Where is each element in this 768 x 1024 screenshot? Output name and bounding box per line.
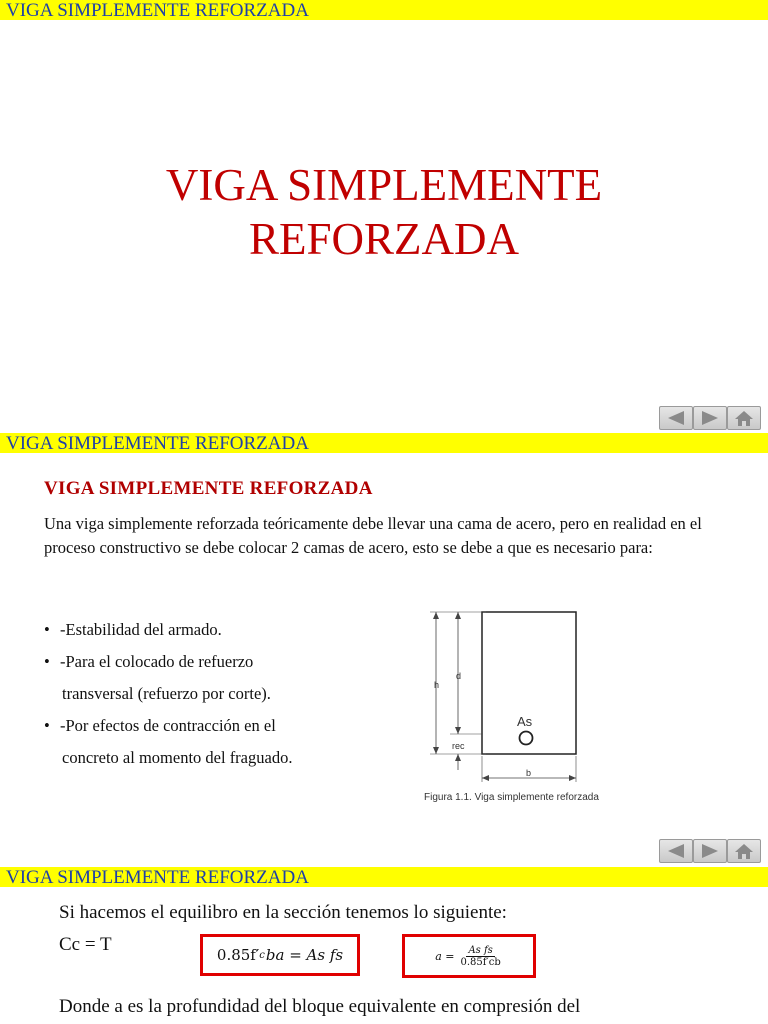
slide-header: VIGA SIMPLEMENTE REFORZADA	[0, 433, 768, 453]
slide-navigation	[659, 406, 761, 430]
prev-button[interactable]	[659, 839, 693, 863]
label-h: h	[434, 680, 440, 690]
title-line-1: VIGA SIMPLEMENTE	[165, 160, 603, 210]
slide-1	[0, 0, 768, 432]
next-button[interactable]	[693, 839, 727, 863]
title-line-2: REFORZADA	[248, 214, 520, 264]
slide-navigation	[659, 839, 761, 863]
prev-button[interactable]	[659, 406, 693, 430]
list-item: • -Para el colocado de refuerzo transversal (refuerzo por corte).	[44, 646, 374, 710]
arrow-left-icon	[665, 843, 687, 859]
arrow-left-icon	[665, 410, 687, 426]
equation-cc-t: Cc = T	[59, 934, 112, 955]
label-as: As	[517, 714, 533, 729]
bullet-list	[44, 614, 374, 774]
label-b: b	[526, 768, 532, 778]
slide-header: VIGA SIMPLEMENTE REFORZADA	[0, 0, 768, 20]
equation-box-force: 0.85f′ c ba = As fs	[200, 934, 360, 976]
home-button[interactable]	[727, 839, 761, 863]
list-item: • -Por efectos de contracción en el concreto al momento del fraguado.	[44, 710, 374, 774]
label-d: d	[456, 671, 462, 681]
next-button[interactable]	[693, 406, 727, 430]
arrow-right-icon	[699, 843, 721, 859]
arrow-right-icon	[699, 410, 721, 426]
home-button[interactable]	[727, 406, 761, 430]
equation-box-depth: a = $\frac{\text{As fs}}{0.85f'cb}$	[402, 934, 536, 978]
label-rec: rec	[452, 741, 465, 751]
fraction: $\frac{\text{As fs}}{0.85f'cb}$	[460, 944, 501, 968]
definition-text: Donde a es la profundidad del bloque equivalente en compresión del	[59, 996, 581, 1017]
beam-section-figure	[410, 604, 610, 790]
slide-header: VIGA SIMPLEMENTE REFORZADA	[0, 867, 768, 887]
figure-caption: Figura 1.1. Viga simplemente reforzada	[424, 792, 599, 803]
home-icon	[733, 409, 755, 427]
slide-title	[0, 158, 768, 266]
section-heading: VIGA SIMPLEMENTE REFORZADA	[44, 478, 373, 499]
home-icon	[733, 842, 755, 860]
list-item: • -Estabilidad del armado.	[44, 614, 374, 646]
equilibrium-text: Si hacemos el equilibro en la sección tenemos lo siguiente:	[59, 902, 507, 923]
intro-paragraph: Una viga simplemente reforzada teóricamente debe llevar una cama de acero, pero en realidad en el proceso constructivo se debe colocar 2 camas de acero, esto se debe a que es necesario para:	[44, 514, 702, 557]
